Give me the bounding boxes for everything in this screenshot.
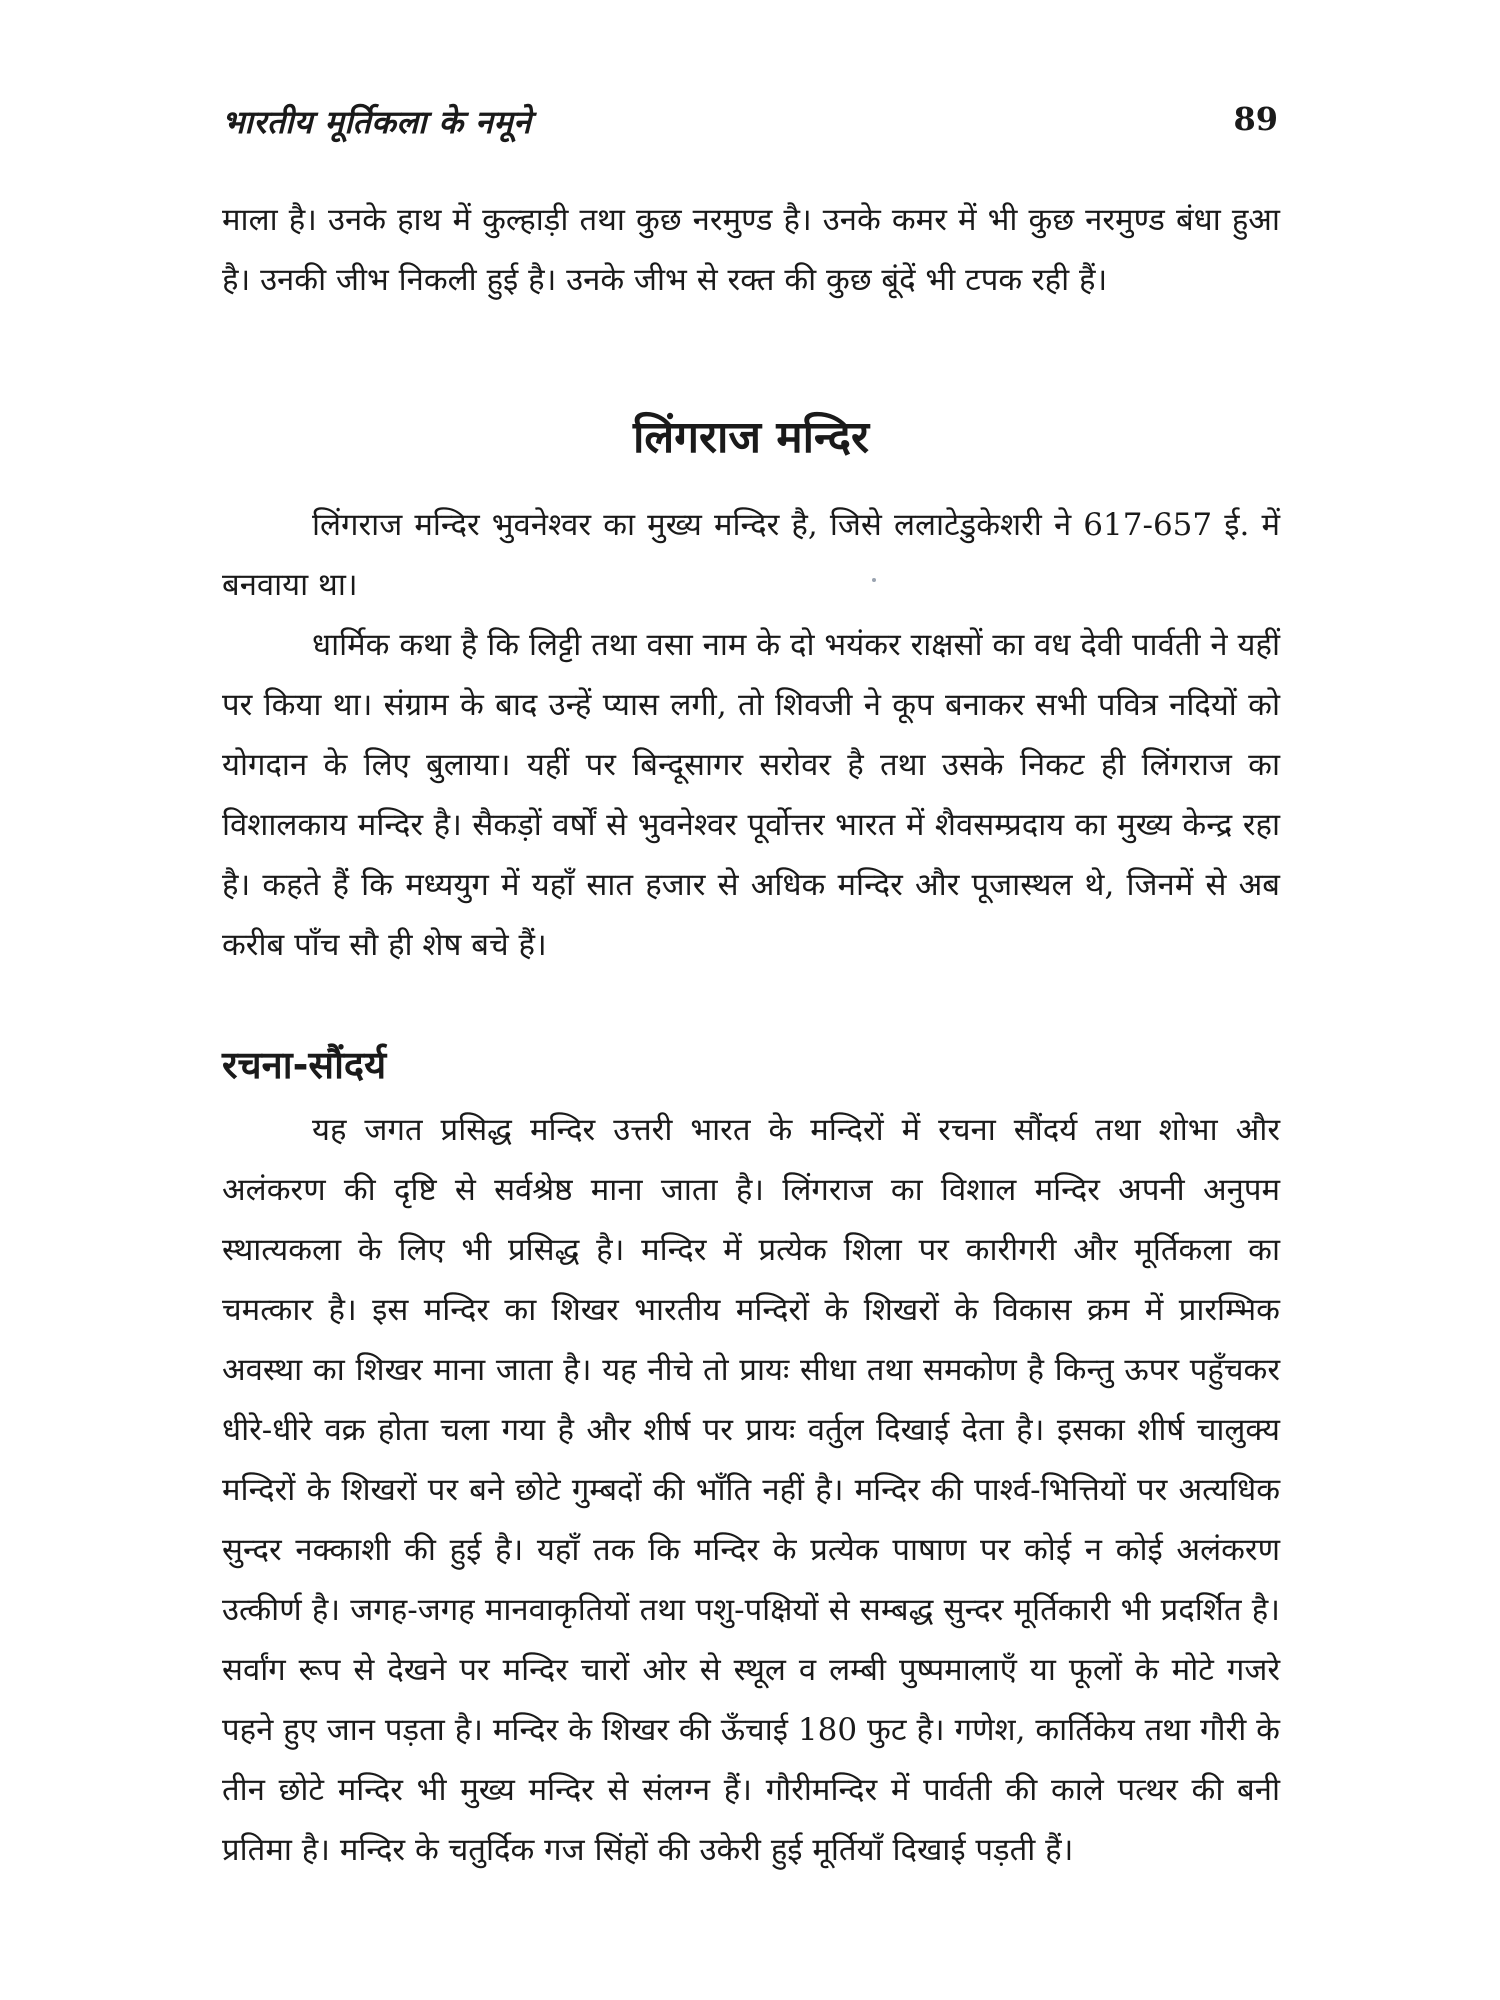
subsection-body — [222, 1100, 1280, 1880]
main-paragraph-1: लिंगराज मन्दिर भुवनेश्वर का मुख्य मन्दिर है, जिसे ललाटेडुकेशरी ने 617-657 ई. में बनवाया था। — [222, 507, 1280, 603]
intro-paragraph: माला है। उनके हाथ में कुल्हाड़ी तथा कुछ नरमुण्ड है। उनके कमर में भी कुछ नरमुण्ड बंधा हुआ है। उनकी जीभ निकली हुई है। उनके जीभ से रक्त की कुछ बूंदें भी टपक रही हैं। — [222, 202, 1280, 298]
main-section-body — [222, 495, 1280, 975]
intro-paragraph-block — [222, 190, 1280, 310]
subsection-paragraph: यह जगत प्रसिद्ध मन्दिर उत्तरी भारत के मन्दिरों में रचना सौंदर्य तथा शोभा और अलंकरण की दृष्टि से सर्वश्रेष्ठ माना जाता है। लिंगराज का विशाल मन्दिर अपनी अनुपम स्थात्यकला के लिए भी प्रसिद्ध है। मन्दिर में प्रत्येक शिला पर कारीगरी और मूर्तिकला का चमत्कार है। इस मन्दिर का शिखर भारतीय मन्दिरों के शिखरों के विकास क्रम में प्रारम्भिक अवस्था का शिखर माना जाता है। यह नीचे तो प्रायः सीधा तथा समकोण है किन्तु ऊपर पहुँचकर धीरे-धीरे वक्र होता चला गया है और शीर्ष पर प्रायः वर्तुल दिखाई देता है। इसका शीर्ष चालुक्य मन्दिरों के शिखरों पर बने छोटे गुम्बदों की भाँति नहीं है। मन्दिर की पार्श्व-भित्तियों पर अत्यधिक सुन्दर नक्काशी की हुई है। यहाँ तक कि मन्दिर के प्रत्येक पाषाण पर कोई न कोई अलंकरण उत्कीर्ण है। जगह-जगह मानवाकृतियों तथा पशु-पक्षियों से सम्बद्ध सुन्दर मूर्तिकारी भी प्रदर्शित है। सर्वांग रूप से देखने पर मन्दिर चारों ओर से स्थूल व लम्बी पुष्पमालाएँ या फूलों के मोटे गजरे पहने हुए जान पड़ता है। मन्दिर के शिखर की ऊँचाई 180 फुट है। गणेश, कार्तिकेय तथा गौरी के तीन छोटे मन्दिर भी मुख्य मन्दिर से संलग्न हैं। गौरीमन्दिर में पार्वती की काले पत्थर की बनी प्रतिमा है। मन्दिर के चतुर्दिक गज सिंहों की उकेरी हुई मूर्तियाँ दिखाई पड़ती हैं। — [222, 1112, 1280, 1868]
section-heading: लिंगराज मन्दिर — [632, 412, 870, 463]
main-paragraph-2: धार्मिक कथा है कि लिट्टी तथा वसा नाम के दो भयंकर राक्षसों का वध देवी पार्वती ने यहीं पर किया था। संग्राम के बाद उन्हें प्यास लगी, तो शिवजी ने कूप बनाकर सभी पवित्र नदियों को योगदान के लिए बुलाया। यहीं पर बिन्दूसागर सरोवर है तथा उसके निकट ही लिंगराज का विशालकाय मन्दिर है। सैकड़ों वर्षों से भुवनेश्वर पूर्वोत्तर भारत में शैवसम्प्रदाय का मुख्य केन्द्र रहा है। कहते हैं कि मध्ययुग में यहाँ सात हजार से अधिक मन्दिर और पूजास्थल थे, जिनमें से अब करीब पाँच सौ ही शेष बचे हैं। — [222, 627, 1280, 963]
running-head-title: भारतीय मूर्तिकला के नमूने — [222, 103, 532, 141]
page-number: 89 — [1233, 100, 1278, 138]
subsection-heading: रचना-सौंदर्य — [222, 1043, 387, 1087]
scan-speck — [872, 578, 876, 582]
